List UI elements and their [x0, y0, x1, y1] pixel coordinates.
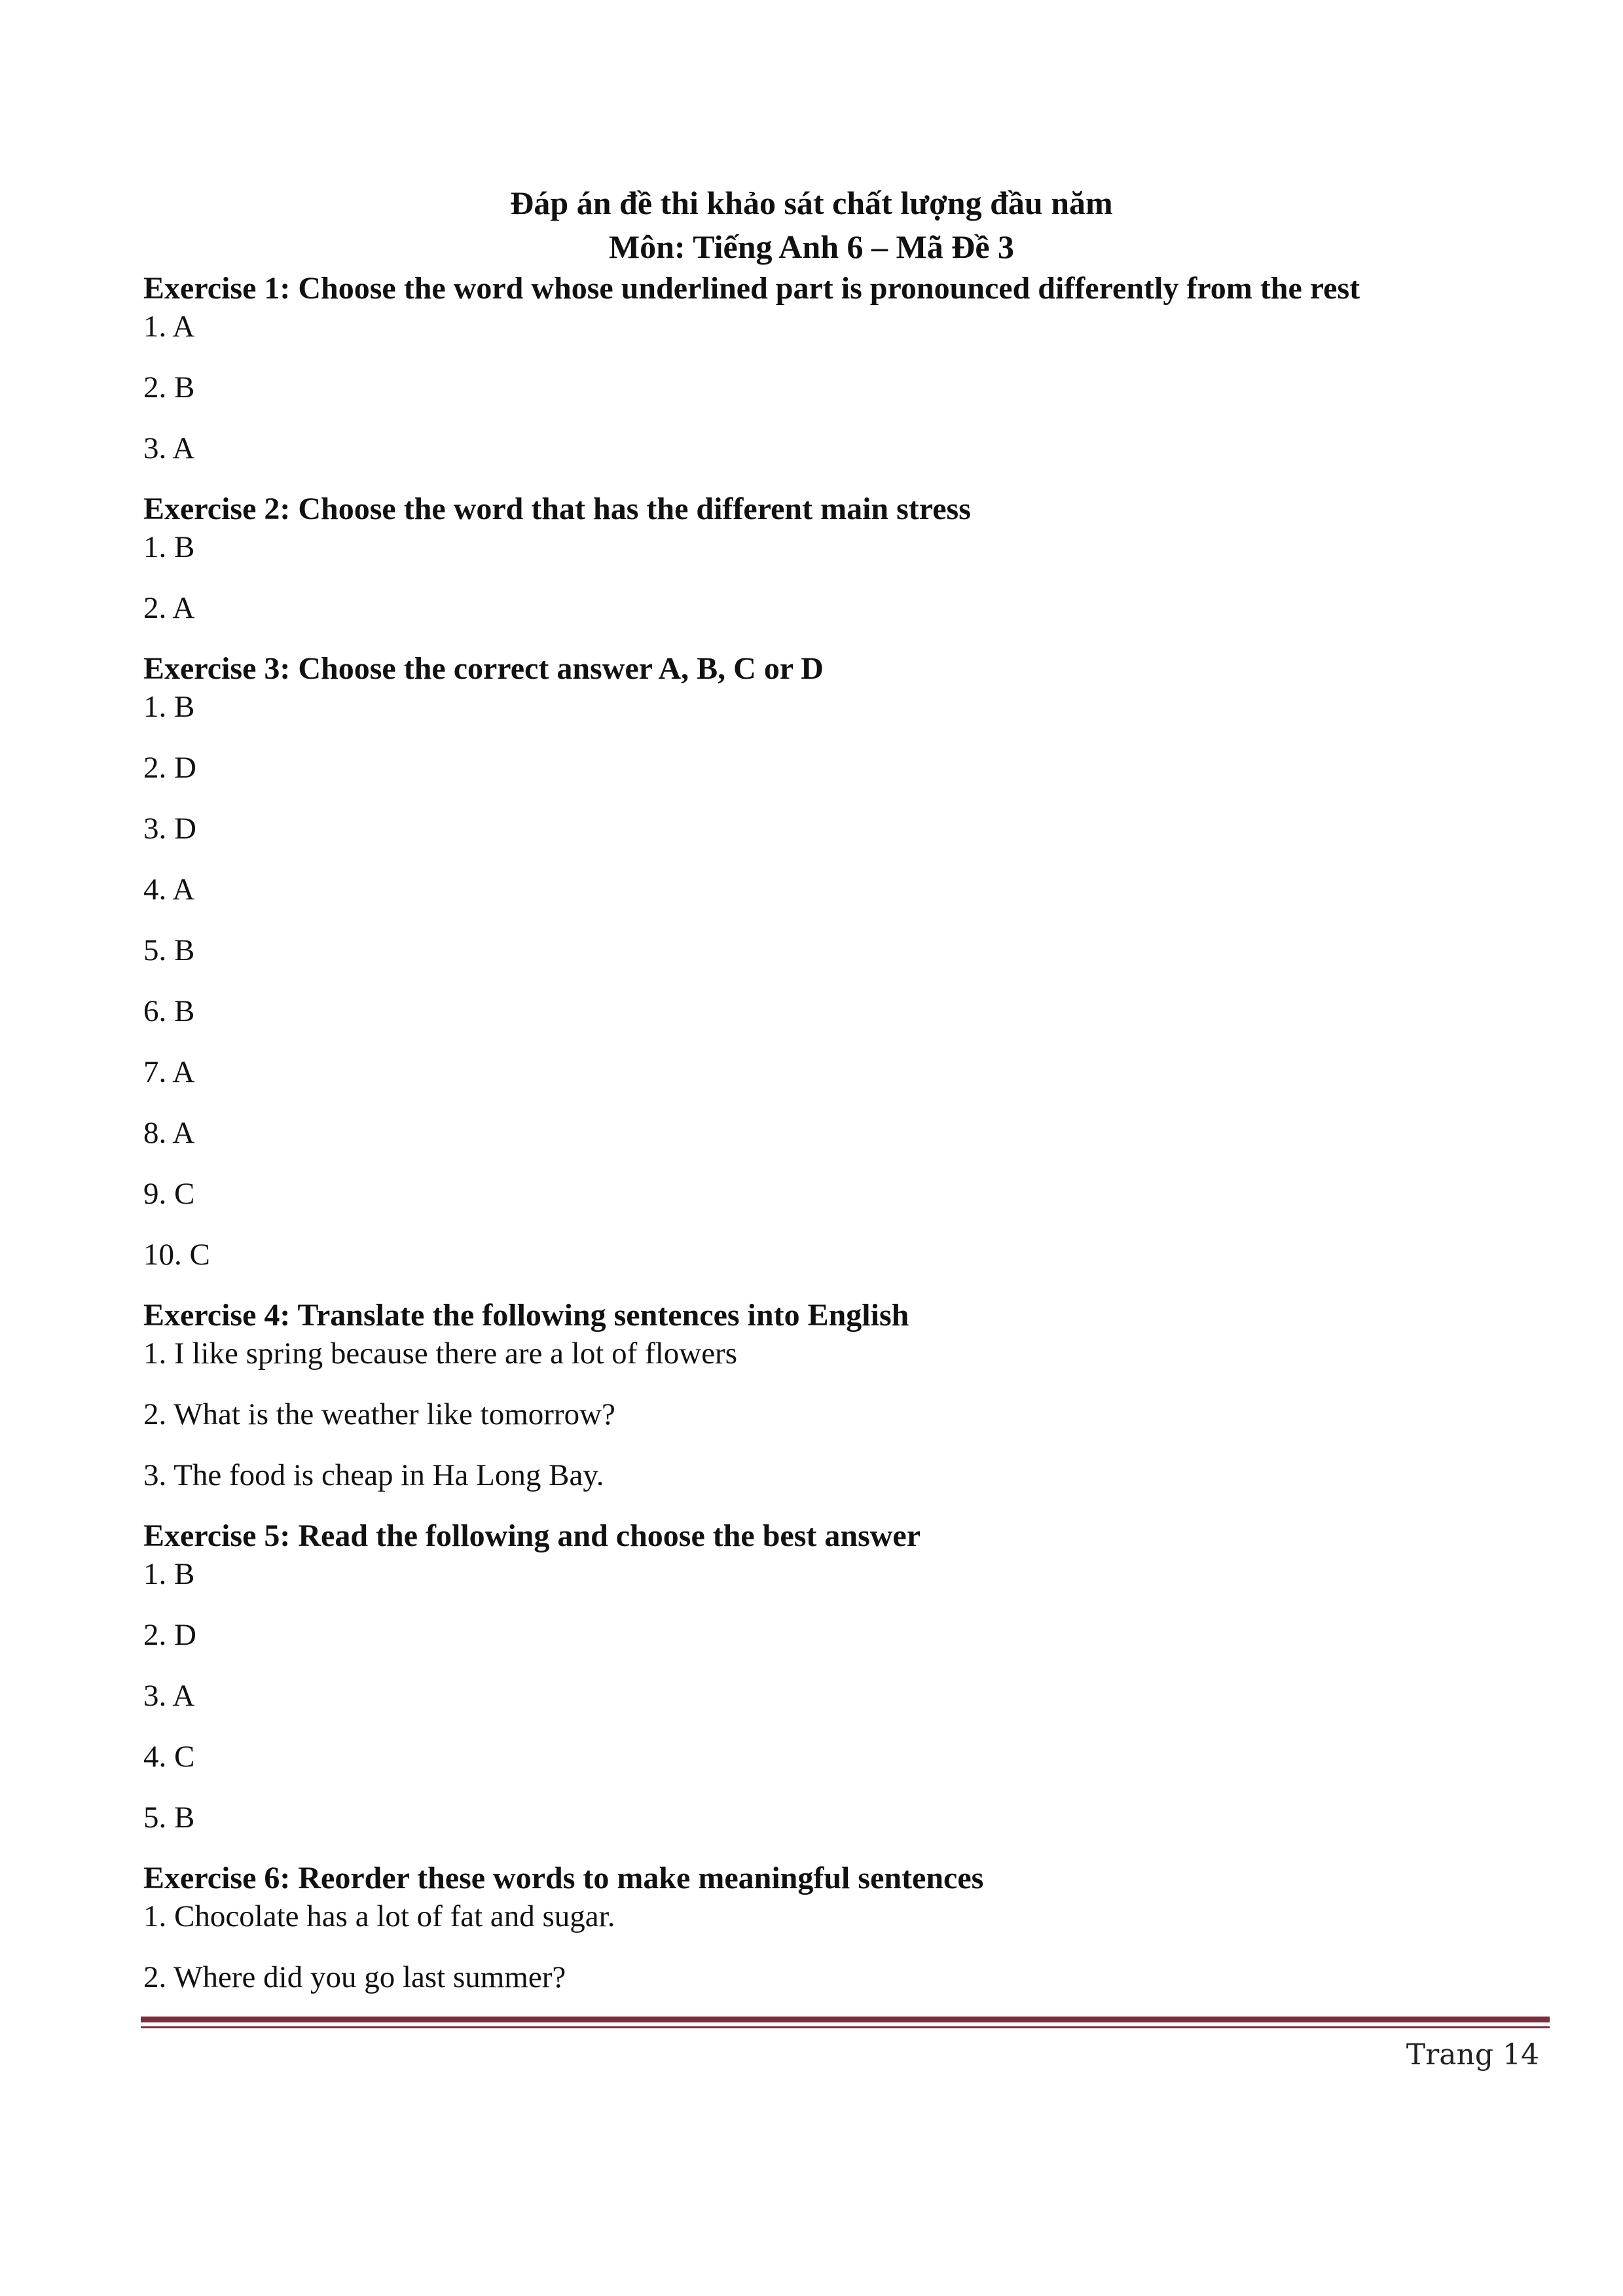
exercise-heading: Exercise 6: Reorder these words to make meaningful sentences — [143, 1861, 984, 1895]
answer-item: 2. D — [143, 751, 196, 785]
exercise-heading: Exercise 5: Read the following and choose the best answer — [143, 1518, 921, 1553]
answer-item: 2. Where did you go last summer? — [143, 1960, 566, 1994]
exercise-6 — [143, 1859, 1558, 1996]
answer-item: 1. I like spring because there are a lot of flowers — [143, 1336, 737, 1371]
footer-divider — [141, 2017, 1550, 2022]
answer-list — [143, 1897, 1558, 1996]
answer-list — [143, 1335, 1558, 1494]
answer-item: 3. A — [143, 1679, 195, 1713]
answer-item: 1. B — [143, 690, 195, 724]
answer-item: 2. D — [143, 1618, 196, 1652]
answer-item: 5. B — [143, 933, 195, 967]
answer-item: 4. C — [143, 1740, 195, 1774]
answer-item: 2. A — [143, 591, 195, 625]
exercise-heading: Exercise 1: Choose the word whose underlined part is pronounced differently from the rest — [143, 271, 1360, 306]
answer-item: 1. B — [143, 1557, 195, 1591]
answer-item: 5. B — [143, 1801, 195, 1835]
answer-list — [143, 528, 1558, 627]
exercise-4 — [143, 1297, 1558, 1494]
answer-item: 2. What is the weather like tomorrow? — [143, 1397, 615, 1431]
page-subtitle: Môn: Tiếng Anh 6 – Mã Đề 3 — [608, 228, 1015, 265]
answer-list — [143, 308, 1558, 467]
exercise-heading: Exercise 3: Choose the correct answer A, B, C or D — [143, 651, 824, 686]
answer-item: 6. B — [143, 994, 195, 1028]
answer-key-content — [143, 270, 1558, 2019]
exercise-heading: Exercise 4: Translate the following sentences into English — [143, 1298, 909, 1333]
answer-item: 3. A — [143, 431, 195, 465]
answer-item: 4. A — [143, 872, 195, 906]
answer-item: 10. C — [143, 1238, 210, 1272]
answer-item: 1. B — [143, 530, 195, 564]
answer-item: 1. Chocolate has a lot of fat and sugar. — [143, 1899, 615, 1933]
footer-divider-thin — [141, 2026, 1550, 2028]
answer-item: 8. A — [143, 1116, 195, 1150]
answer-item: 9. C — [143, 1177, 195, 1211]
exercise-5 — [143, 1517, 1558, 1837]
answer-item: 3. The food is cheap in Ha Long Bay. — [143, 1458, 604, 1492]
exercise-3 — [143, 650, 1558, 1274]
answer-item: 1. A — [143, 310, 195, 344]
answer-list — [143, 1555, 1558, 1837]
answer-list — [143, 688, 1558, 1274]
exercise-heading: Exercise 2: Choose the word that has the different main stress — [143, 492, 971, 526]
answer-item: 3. D — [143, 812, 196, 846]
exercise-1 — [143, 270, 1558, 467]
exercise-2 — [143, 490, 1558, 627]
answer-item: 7. A — [143, 1055, 195, 1089]
page-number: Trang 14 — [1406, 2038, 1539, 2072]
page-title: Đáp án đề thi khảo sát chất lượng đầu năm — [510, 185, 1113, 221]
answer-item: 2. B — [143, 370, 195, 404]
